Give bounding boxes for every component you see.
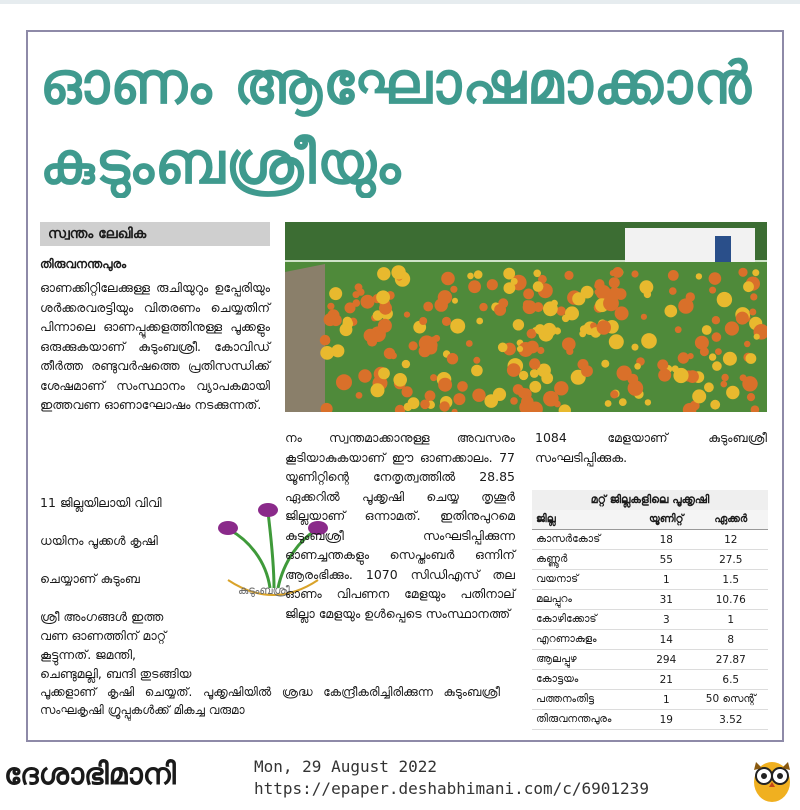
table-header-units: യൂണിറ്റ് [639, 510, 694, 530]
marigold-flower [457, 381, 468, 392]
marigold-field-illustration [285, 222, 767, 412]
marigold-flower [557, 306, 566, 315]
table-row [532, 670, 768, 690]
marigold-flower [627, 374, 638, 385]
marigold-flower [557, 386, 566, 395]
marigold-flower [675, 326, 682, 333]
table-row [532, 650, 768, 670]
marigold-flower [533, 270, 541, 278]
table-row [532, 590, 768, 610]
marigold-flower [521, 396, 534, 409]
marigold-flower [641, 333, 657, 349]
marigold-flower [343, 317, 352, 326]
marigold-flower [668, 270, 679, 281]
marigold-flower [329, 287, 342, 300]
marigold-flower [704, 382, 714, 392]
body-column-1-line: ചെണ്ടുമല്ലി, ബന്ദി തുടങ്ങിയ [40, 666, 192, 681]
headline-line-2: കുടുംബശ്രീയും [40, 129, 402, 197]
marigold-flower [712, 361, 722, 371]
marigold-flower [746, 353, 757, 364]
cell-acres: 10.76 [694, 590, 768, 610]
marigold-flower [721, 381, 728, 388]
marigold-flower [688, 353, 694, 359]
marigold-flower [472, 389, 485, 402]
marigold-flower [610, 390, 618, 398]
marigold-flower [511, 278, 518, 285]
marigold-flower [320, 335, 331, 346]
body-column-1-line: ശ്രീ അംഗങ്ങൾ ഇത്ത [40, 609, 164, 624]
cell-district: കോഴിക്കോട് [532, 610, 639, 630]
body-column-2: നം സ്വന്തമാക്കാനുള്ള അവസരം കൂടിയാകുകയാണ് ഈ ഓണക്കാലം. 77 യൂണിറ്റിന്റെ നേതൃത്വത്തിൽ 28.85 ഏക്കറിൽ പൂക്കൃഷി ചെയ്യ തൃശൂർ ജില്ലയാണ് ഒന്നാമത്. ഇതിനുപുറമെ കുടുംബശ്രീ സംഘടിപ്പിക്കുന്ന ഓണച്ചന്തകളും സെപ്തംബർ ഒന്നിന് ആരംഭിക്കും. 1070 സിഡിഎസ് തല ഓണം വിപണന മേളയും പതിനാല് ജില്ലാ മേളയും ഉൾപ്പെടെ സംസ്ഥാനത്ത് [285, 430, 515, 621]
marigold-flower [665, 305, 678, 318]
table-header-acres: ഏക്കർ [694, 510, 768, 530]
cell-units: 19 [639, 710, 694, 730]
cell-district: കാസർകോട് [532, 530, 639, 550]
marigold-flower [634, 363, 641, 370]
marigold-flower [371, 383, 385, 397]
marigold-flower [364, 329, 378, 343]
marigold-flower [402, 386, 413, 397]
marigold-flower [452, 298, 458, 304]
table-header-district: ജില്ല [532, 510, 639, 530]
marigold-flower [565, 306, 579, 320]
marigold-flower [631, 270, 638, 277]
marigold-flower [408, 397, 420, 409]
marigold-flower [423, 302, 433, 312]
cell-district: തിരുവനന്തപുരം [532, 710, 639, 730]
marigold-flower [743, 281, 754, 292]
marigold-flower [409, 341, 418, 350]
marigold-flower [336, 374, 352, 390]
marigold-flower [320, 346, 334, 360]
marigold-flower [723, 352, 737, 366]
marigold-flower [645, 399, 651, 405]
cell-units: 18 [639, 530, 694, 550]
marigold-flower [391, 265, 405, 279]
cell-district: കോട്ടയം [532, 670, 639, 690]
marigold-flower [669, 287, 677, 295]
cell-units: 294 [639, 650, 694, 670]
cell-units: 1 [639, 570, 694, 590]
marigold-flower [740, 374, 747, 381]
marigold-flower [712, 316, 720, 324]
marigold-flower [517, 346, 523, 352]
marigold-flower [356, 392, 363, 399]
marigold-flower [450, 286, 457, 293]
marigold-flower [640, 280, 654, 294]
marigold-flower [562, 337, 576, 351]
table-row [532, 610, 768, 630]
marigold-flower [619, 398, 627, 406]
marigold-flower [678, 352, 689, 363]
marigold-flower [353, 299, 361, 307]
cell-units: 1 [639, 690, 694, 710]
marigold-flower [749, 309, 756, 316]
marigold-flower [657, 359, 668, 370]
table-row [532, 710, 768, 730]
marigold-flower [541, 372, 553, 384]
marigold-flower [487, 279, 498, 290]
marigold-flower [361, 295, 375, 309]
marigold-flower [419, 317, 427, 325]
cell-acres: 1 [694, 610, 768, 630]
marigold-flower [439, 401, 449, 411]
marigold-flower [513, 319, 524, 330]
cell-district: പത്തനംതിട്ട [532, 690, 639, 710]
marigold-flower [543, 391, 559, 407]
marigold-flower [530, 369, 539, 378]
newspaper-masthead: ദേശാഭിമാനി [4, 757, 176, 792]
marigold-flower [447, 353, 458, 364]
table-row [532, 570, 768, 590]
marigold-flower [419, 335, 435, 351]
edition-date: Mon, 29 August 2022 [254, 757, 438, 776]
marigold-flower [754, 334, 760, 340]
marigold-flower [736, 312, 749, 325]
cell-acres: 12 [694, 530, 768, 550]
cell-acres: 27.87 [694, 650, 768, 670]
marigold-flower [605, 400, 612, 407]
marigold-field-photo [285, 222, 767, 412]
marigold-flower [442, 317, 451, 326]
top-rule [0, 0, 800, 4]
marigold-flower [658, 369, 671, 382]
marigold-flower [597, 320, 611, 334]
kudumbashree-logo-text: കുടുംബശ്രീ [238, 584, 290, 597]
cell-acres: 8 [694, 630, 768, 650]
marigold-flower [393, 373, 407, 387]
marigold-flower [744, 341, 750, 347]
table-row [532, 530, 768, 550]
marigold-flower [747, 393, 755, 401]
marigold-flower [535, 324, 546, 335]
marigold-flower [609, 334, 624, 349]
marigold-flower [453, 393, 465, 405]
marigold-flower [738, 268, 747, 277]
cell-units: 55 [639, 550, 694, 570]
marigold-flower [529, 381, 541, 393]
marigold-flower [355, 283, 363, 291]
marigold-flower [695, 336, 709, 350]
marigold-flower [721, 374, 728, 381]
marigold-flower [498, 343, 508, 353]
cell-acres: 6.5 [694, 670, 768, 690]
marigold-flower [717, 292, 732, 307]
marigold-flower [473, 357, 480, 364]
marigold-flower [404, 312, 410, 318]
cell-district: എറണാകുളം [532, 630, 639, 650]
marigold-flower [752, 269, 759, 276]
marigold-flower [564, 271, 573, 280]
marigold-flower [572, 292, 585, 305]
marigold-flower [581, 365, 593, 377]
marigold-flower [523, 300, 531, 308]
marigold-flower [750, 293, 757, 300]
marigold-flower [726, 386, 739, 399]
marigold-flower [526, 341, 539, 354]
marigold-flower [533, 281, 544, 292]
body-column-1-line: കൂട്ടുന്നത്. ജമന്തി, [40, 647, 137, 662]
table-row [532, 550, 768, 570]
body-column-1-line: പൂക്കളാണ് കൃഷി ചെയ്യത്. പൂക്കൃഷിയിൽ ശ്രദ്ധ കേന്ദ്രീകരിച്ചിരിക്കുന്ന കുടുംബശ്രീ സംഘകൃഷി ഗ്രൂപ്പുകൾക്ക് മികച്ച വരുമാ [40, 685, 500, 717]
marigold-flower [441, 272, 455, 286]
marigold-flower [377, 267, 390, 280]
marigold-flower [450, 319, 465, 334]
marigold-flower [612, 267, 623, 278]
cell-acres: 1.5 [694, 570, 768, 590]
marigold-flower [358, 369, 371, 382]
byline: സ്വന്തം ലേഖിക [40, 222, 270, 246]
marigold-flower [376, 290, 390, 304]
cell-units: 21 [639, 670, 694, 690]
marigold-flower [609, 277, 620, 288]
marigold-flower [390, 352, 397, 359]
marigold-flower [479, 303, 487, 311]
marigold-flower [471, 365, 483, 377]
marigold-flower [510, 397, 518, 405]
marigold-flower [425, 390, 436, 401]
cell-units: 31 [639, 590, 694, 610]
body-column-1-line: 11 ജില്ലയിലായി വിവി [40, 495, 162, 510]
marigold-flower [696, 273, 702, 279]
table-row [532, 630, 768, 650]
marigold-flower [710, 400, 720, 410]
marigold-flower [523, 289, 534, 300]
marigold-flower [603, 295, 619, 311]
marigold-flower [430, 374, 437, 381]
marigold-flower [709, 353, 716, 360]
marigold-flower [438, 378, 452, 392]
cell-units: 14 [639, 630, 694, 650]
marigold-flower [641, 314, 647, 320]
body-column-1-para-1: ഓണക്കിറ്റിലേക്കുള്ള രുചിയുറും ഉപ്പേരിയും ശർക്കരവരട്ടിയും വിതരണം ചെയ്യതിന് പിന്നാലെ ഓണപ്പൂക്കളത്തിനുള്ള പൂക്കളും ഒരുക്കുകയാണ് കുടുംബശ്രീ. കോവിഡ് തീർത്ത രണ്ടുവർഷത്തെ പ്രതിസന്ധിക്ക് ശേഷമാണ് സംസ്ഥാനം വ്യാപകമായി ഇത്തവണ ഓണാഘോഷം നടക്കുന്നത്. [40, 280, 270, 412]
marigold-flower [402, 360, 410, 368]
marigold-flower [466, 340, 473, 347]
marigold-flower [543, 301, 558, 316]
owl-icon-graphic [750, 754, 794, 804]
marigold-flower [467, 273, 474, 280]
marigold-flower [725, 321, 739, 335]
cell-acres: 50 സെന്റ് [694, 690, 768, 710]
body-column-1-line: ചെയ്യാണ് കുടുംബ [40, 571, 140, 586]
marigold-flower [601, 360, 609, 368]
cell-district: വയനാട് [532, 570, 639, 590]
marigold-flower [476, 318, 483, 325]
cell-district: ആലപ്പുഴ [532, 650, 639, 670]
marigold-flower [507, 363, 521, 377]
marigold-flower [327, 303, 334, 310]
marigold-flower [702, 325, 712, 335]
marigold-flower [715, 348, 722, 355]
edition-meta [254, 756, 649, 800]
marigold-flower [378, 319, 392, 333]
body-column-3: 1084 മേളയാണ് കുടുംബശ്രീ സംഘടിപ്പിക്കുക. [535, 430, 767, 465]
marigold-flower [353, 291, 360, 298]
marigold-flower [378, 368, 390, 380]
marigold-flower [438, 290, 452, 304]
cell-district: കണ്ണൂർ [532, 550, 639, 570]
cell-acres: 3.52 [694, 710, 768, 730]
marigold-flower [595, 289, 601, 295]
marigold-flower [494, 304, 506, 316]
district-flower-farming-table [532, 490, 768, 730]
epaper-url[interactable]: https://epaper.deshabhimani.com/c/6901239 [254, 779, 649, 798]
marigold-flower [678, 298, 693, 313]
cell-acres: 27.5 [694, 550, 768, 570]
owl-icon [750, 754, 794, 804]
marigold-flower [474, 270, 483, 279]
body-column-1-line: ധയിനം പൂക്കൾ കൃഷി [40, 533, 158, 548]
marigold-flower [330, 316, 337, 323]
dateline: തിരുവനന്തപുരം [40, 257, 127, 271]
marigold-flower [519, 371, 528, 380]
table-caption: മറ്റ് ജില്ലകളിലെ പൂക്കൃഷി [532, 490, 768, 510]
table-row [532, 690, 768, 710]
body-column-1-line: വണ ഓണത്തിന് മാറ്റ് [40, 628, 167, 643]
marigold-flower [420, 400, 430, 410]
marigold-flower [632, 344, 639, 351]
marigold-flower [673, 368, 688, 383]
marigold-flower [503, 268, 515, 280]
headline-line-1: ഓണം ആഘോഷമാക്കാൻ [40, 49, 752, 117]
marigold-flower [529, 358, 540, 369]
marigold-flower [712, 332, 722, 342]
marigold-flower [692, 389, 706, 403]
cell-district: മലപ്പുറം [532, 590, 639, 610]
marigold-flower [493, 388, 506, 401]
marigold-flower [709, 272, 722, 285]
marigold-flower [468, 280, 481, 293]
marigold-flower [579, 330, 586, 337]
cell-units: 3 [639, 610, 694, 630]
marigold-flower [709, 287, 716, 294]
